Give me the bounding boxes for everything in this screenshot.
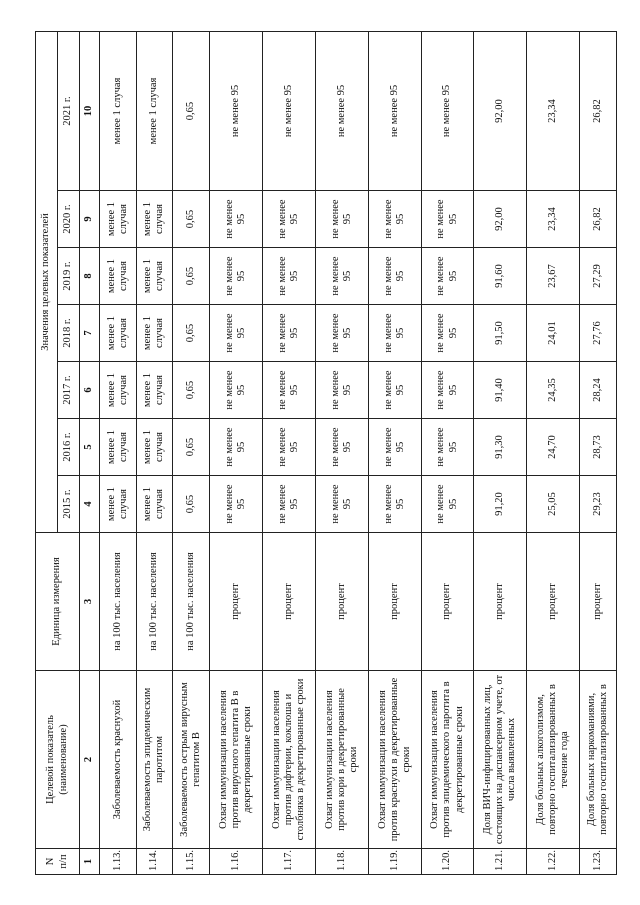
value-cell: менее 1 случая	[100, 305, 137, 362]
unit-cell: на 100 тыс. населения	[173, 533, 210, 671]
row-number: 1.16.	[209, 849, 262, 875]
value-cell: не менее 95	[368, 305, 421, 362]
table-row	[315, 31, 368, 874]
value-cell: не менее 95	[209, 419, 262, 476]
value-cell: менее 1 случая	[136, 31, 173, 190]
column-number: 2	[80, 671, 100, 849]
header-num: N п/п	[36, 849, 80, 875]
value-cell: 0,65	[173, 248, 210, 305]
table-row	[421, 31, 474, 874]
value-cell: не менее 95	[421, 248, 474, 305]
value-cell: 25,05	[527, 476, 580, 533]
value-cell: не менее 95	[315, 419, 368, 476]
table-row	[368, 31, 421, 874]
value-cell: не менее 95	[421, 476, 474, 533]
unit-cell: процент	[315, 533, 368, 671]
indicator-name: Доля больных наркоманиями, повторно госпитализированных в	[580, 671, 617, 849]
indicator-name: Охват иммунизации населения против кори в декретированные сроки	[315, 671, 368, 849]
row-number: 1.19.	[368, 849, 421, 875]
value-cell: 23,67	[527, 248, 580, 305]
value-cell: 0,65	[173, 419, 210, 476]
unit-cell: на 100 тыс. населения	[100, 533, 137, 671]
value-cell: менее 1 случая	[136, 419, 173, 476]
header-indicator: Целевой показатель (наименование)	[36, 671, 80, 849]
value-cell: 92,00	[474, 191, 527, 248]
value-cell: не менее 95	[315, 31, 368, 190]
year-header: 2021 г.	[58, 31, 80, 190]
value-cell: 0,65	[173, 31, 210, 190]
value-cell: 27,29	[580, 248, 617, 305]
indicator-name: Охват иммунизации населения против дифтерии, коклюша и столбняка в декретированные сроки	[262, 671, 315, 849]
value-cell: 24,35	[527, 362, 580, 419]
value-cell: не менее 95	[368, 191, 421, 248]
column-number: 9	[80, 191, 100, 248]
table-row	[173, 31, 210, 874]
value-cell: 91,60	[474, 248, 527, 305]
value-cell: не менее 95	[368, 362, 421, 419]
value-cell: 92,00	[474, 31, 527, 190]
value-cell: не менее 95	[368, 419, 421, 476]
column-number: 5	[80, 419, 100, 476]
indicator-name: Доля больных алкоголизмом, повторно госпитализированных в течение года	[527, 671, 580, 849]
row-number: 1.23.	[580, 849, 617, 875]
year-header: 2018 г.	[58, 305, 80, 362]
row-number: 1.20.	[421, 849, 474, 875]
row-number: 1.15.	[173, 849, 210, 875]
indicator-name: Заболеваемость краснухой	[100, 671, 137, 849]
value-cell: не менее 95	[315, 362, 368, 419]
value-cell: не менее 95	[262, 31, 315, 190]
value-cell: не менее 95	[209, 362, 262, 419]
unit-cell: процент	[474, 533, 527, 671]
value-cell: не менее 95	[209, 248, 262, 305]
value-cell: 91,20	[474, 476, 527, 533]
value-cell: 28,24	[580, 362, 617, 419]
table-body	[100, 31, 617, 874]
targets-table	[35, 31, 617, 875]
row-number: 1.22.	[527, 849, 580, 875]
value-cell: не менее 95	[262, 305, 315, 362]
value-cell: 26,82	[580, 31, 617, 190]
value-cell: не менее 95	[421, 419, 474, 476]
value-cell: не менее 95	[368, 31, 421, 190]
value-cell: менее 1 случая	[100, 362, 137, 419]
value-cell: не менее 95	[315, 476, 368, 533]
value-cell: не менее 95	[262, 476, 315, 533]
value-cell: 91,50	[474, 305, 527, 362]
value-cell: не менее 95	[262, 362, 315, 419]
year-header: 2017 г.	[58, 362, 80, 419]
table-row	[136, 31, 173, 874]
value-cell: не менее 95	[209, 191, 262, 248]
value-cell: 24,70	[527, 419, 580, 476]
value-cell: менее 1 случая	[100, 248, 137, 305]
value-cell: 29,23	[580, 476, 617, 533]
value-cell: 27,76	[580, 305, 617, 362]
unit-cell: процент	[209, 533, 262, 671]
value-cell: 23,34	[527, 31, 580, 190]
header-unit: Единица измерения	[36, 533, 80, 671]
value-cell: менее 1 случая	[136, 476, 173, 533]
value-cell: не менее 95	[209, 305, 262, 362]
header-values-title: Значения целевых показателей	[36, 31, 58, 532]
value-cell: не менее 95	[262, 248, 315, 305]
unit-cell: процент	[262, 533, 315, 671]
value-cell: менее 1 случая	[136, 362, 173, 419]
table-row	[474, 31, 527, 874]
table-row	[100, 31, 137, 874]
value-cell: не менее 95	[421, 362, 474, 419]
value-cell: менее 1 случая	[136, 191, 173, 248]
unit-cell: процент	[527, 533, 580, 671]
value-cell: менее 1 случая	[100, 476, 137, 533]
year-header: 2016 г.	[58, 419, 80, 476]
value-cell: не менее 95	[262, 419, 315, 476]
value-cell: 28,73	[580, 419, 617, 476]
table-header	[36, 31, 100, 874]
value-cell: 26,82	[580, 191, 617, 248]
indicator-name: Охват иммунизации населения против эпидемического паротита в декретированные сроки	[421, 671, 474, 849]
value-cell: менее 1 случая	[136, 305, 173, 362]
column-number: 4	[80, 476, 100, 533]
column-number: 8	[80, 248, 100, 305]
value-cell: 0,65	[173, 362, 210, 419]
value-cell: не менее 95	[368, 248, 421, 305]
column-number: 6	[80, 362, 100, 419]
value-cell: не менее 95	[315, 191, 368, 248]
value-cell: не менее 95	[421, 31, 474, 190]
unit-cell: процент	[580, 533, 617, 671]
value-cell: не менее 95	[209, 31, 262, 190]
indicator-name: Заболеваемость острым вирусным гепатитом В	[173, 671, 210, 849]
value-cell: не менее 95	[209, 476, 262, 533]
row-number: 1.13.	[100, 849, 137, 875]
unit-cell: на 100 тыс. населения	[136, 533, 173, 671]
column-number: 3	[80, 533, 100, 671]
value-cell: 0,65	[173, 191, 210, 248]
value-cell: 91,30	[474, 419, 527, 476]
value-cell: 23,34	[527, 191, 580, 248]
column-number: 7	[80, 305, 100, 362]
row-number: 1.21.	[474, 849, 527, 875]
year-header: 2015 г.	[58, 476, 80, 533]
year-header: 2020 г.	[58, 191, 80, 248]
value-cell: не менее 95	[421, 305, 474, 362]
row-number: 1.17.	[262, 849, 315, 875]
value-cell: 0,65	[173, 476, 210, 533]
row-number: 1.18.	[315, 849, 368, 875]
column-number: 1	[80, 849, 100, 875]
value-cell: менее 1 случая	[100, 31, 137, 190]
value-cell: не менее 95	[315, 305, 368, 362]
value-cell: менее 1 случая	[136, 248, 173, 305]
value-cell: 24,01	[527, 305, 580, 362]
value-cell: менее 1 случая	[100, 191, 137, 248]
rotated-page	[35, 32, 617, 875]
table-row	[527, 31, 580, 874]
value-cell: не менее 95	[368, 476, 421, 533]
value-cell: не менее 95	[315, 248, 368, 305]
indicator-name: Охват иммунизации населения против вирусного гепатита В в декретированные сроки	[209, 671, 262, 849]
column-number: 10	[80, 31, 100, 190]
unit-cell: процент	[421, 533, 474, 671]
row-number: 1.14.	[136, 849, 173, 875]
table-row	[209, 31, 262, 874]
value-cell: менее 1 случая	[100, 419, 137, 476]
table-row	[580, 31, 617, 874]
indicator-name: Охват иммунизации населения против краснухи в декретированные сроки	[368, 671, 421, 849]
table-row	[262, 31, 315, 874]
indicator-name: Доля ВИЧ-инфицированных лиц, состоящих на диспансерном учете, от числа выявленных	[474, 671, 527, 849]
value-cell: не менее 95	[262, 191, 315, 248]
unit-cell: процент	[368, 533, 421, 671]
year-header: 2019 г.	[58, 248, 80, 305]
value-cell: 0,65	[173, 305, 210, 362]
column-numbers-row	[80, 31, 100, 874]
value-cell: 91,40	[474, 362, 527, 419]
indicator-name: Заболеваемость эпидемическим паротитом	[136, 671, 173, 849]
value-cell: не менее 95	[421, 191, 474, 248]
